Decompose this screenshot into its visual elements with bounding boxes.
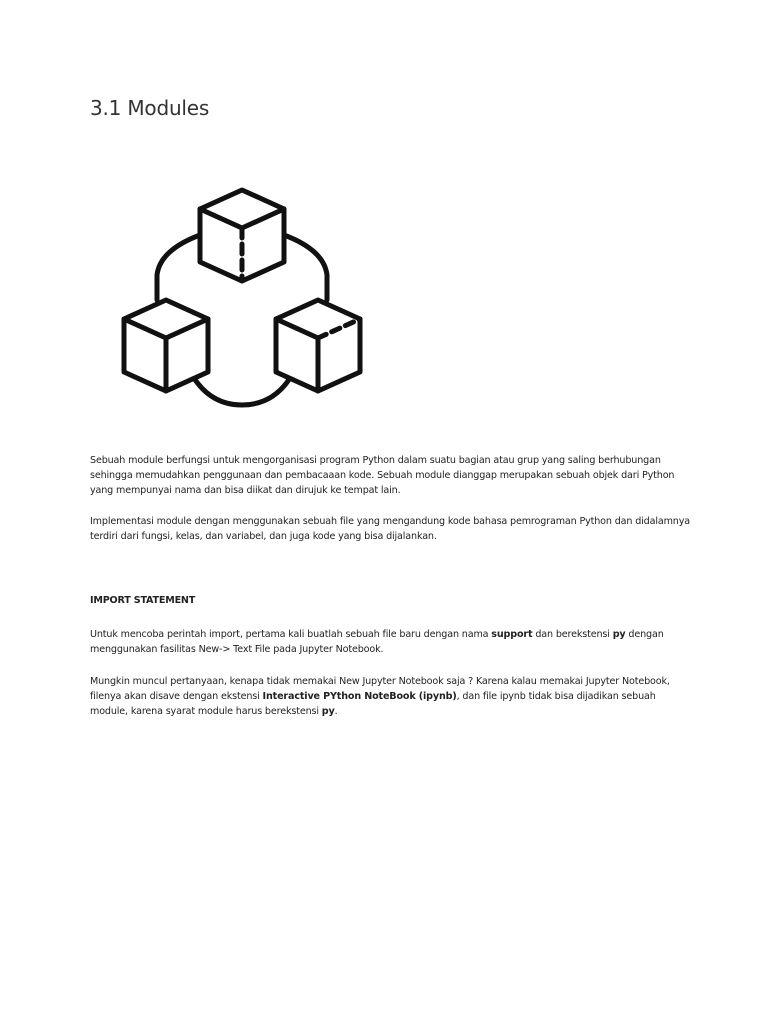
import-p2-text-1: Mungkin muncul pertanyaan, kenapa tidak memakai New Jupyter Notebook saja ? Karena kalau memakai Jupyter Notebook, filenya akan disave dengan ekstensi (90, 676, 670, 702)
intro-paragraph-2: Implementasi module dengan menggunakan sebuah file yang mengandung kode bahasa pemrograman Python dan didalamnya terdiri dari fungsi, kelas, dan variabel, dan juga kode yang bisa dijalankan. (90, 516, 690, 542)
connected-cubes-modules-icon (118, 180, 368, 414)
import-p2-bold-py: py (321, 706, 335, 717)
connector-left-upper (157, 235, 200, 300)
cube-top (200, 190, 284, 281)
import-p1-bold-support: support (491, 629, 533, 640)
cube-left (124, 300, 208, 391)
import-p2-text-2: , dan file ipynb tidak bisa dijadikan sebuah module, karena syarat module harus berekstensi (90, 691, 656, 717)
page-title: 3.1 Modules (90, 96, 210, 120)
import-p2-bold-ipynb: Interactive PYthon NoteBook (ipynb) (262, 691, 457, 702)
connector-right-upper (284, 235, 327, 300)
import-p2-text-3: . (334, 706, 338, 717)
import-statement-heading: IMPORT STATEMENT (90, 595, 196, 606)
import-p1-text-1: Untuk mencoba perintah import, pertama kali buatlah sebuah file baru dengan nama (90, 629, 492, 640)
import-p1-text-3: dengan menggunakan fasilitas New-> Text File pada Jupyter Notebook. (90, 629, 664, 655)
intro-paragraph-1: Sebuah module berfungsi untuk mengorganisasi program Python dalam suatu bagian atau grup yang saling berhubungan sehingga memudahkan penggunaan dan pembacaaan kode. Sebuah module dianggap merupakan sebuah objek dari Python yang mempunyai nama dan bisa diikat dan dirujuk ke tempat lain. (90, 455, 675, 496)
connector-bottom (192, 375, 292, 405)
import-paragraph-1 (90, 627, 690, 657)
import-p1-text-2: dan berekstensi (532, 629, 613, 640)
cube-right (276, 300, 360, 391)
import-p1-bold-py: py (612, 629, 626, 640)
import-paragraph-2 (90, 674, 690, 719)
